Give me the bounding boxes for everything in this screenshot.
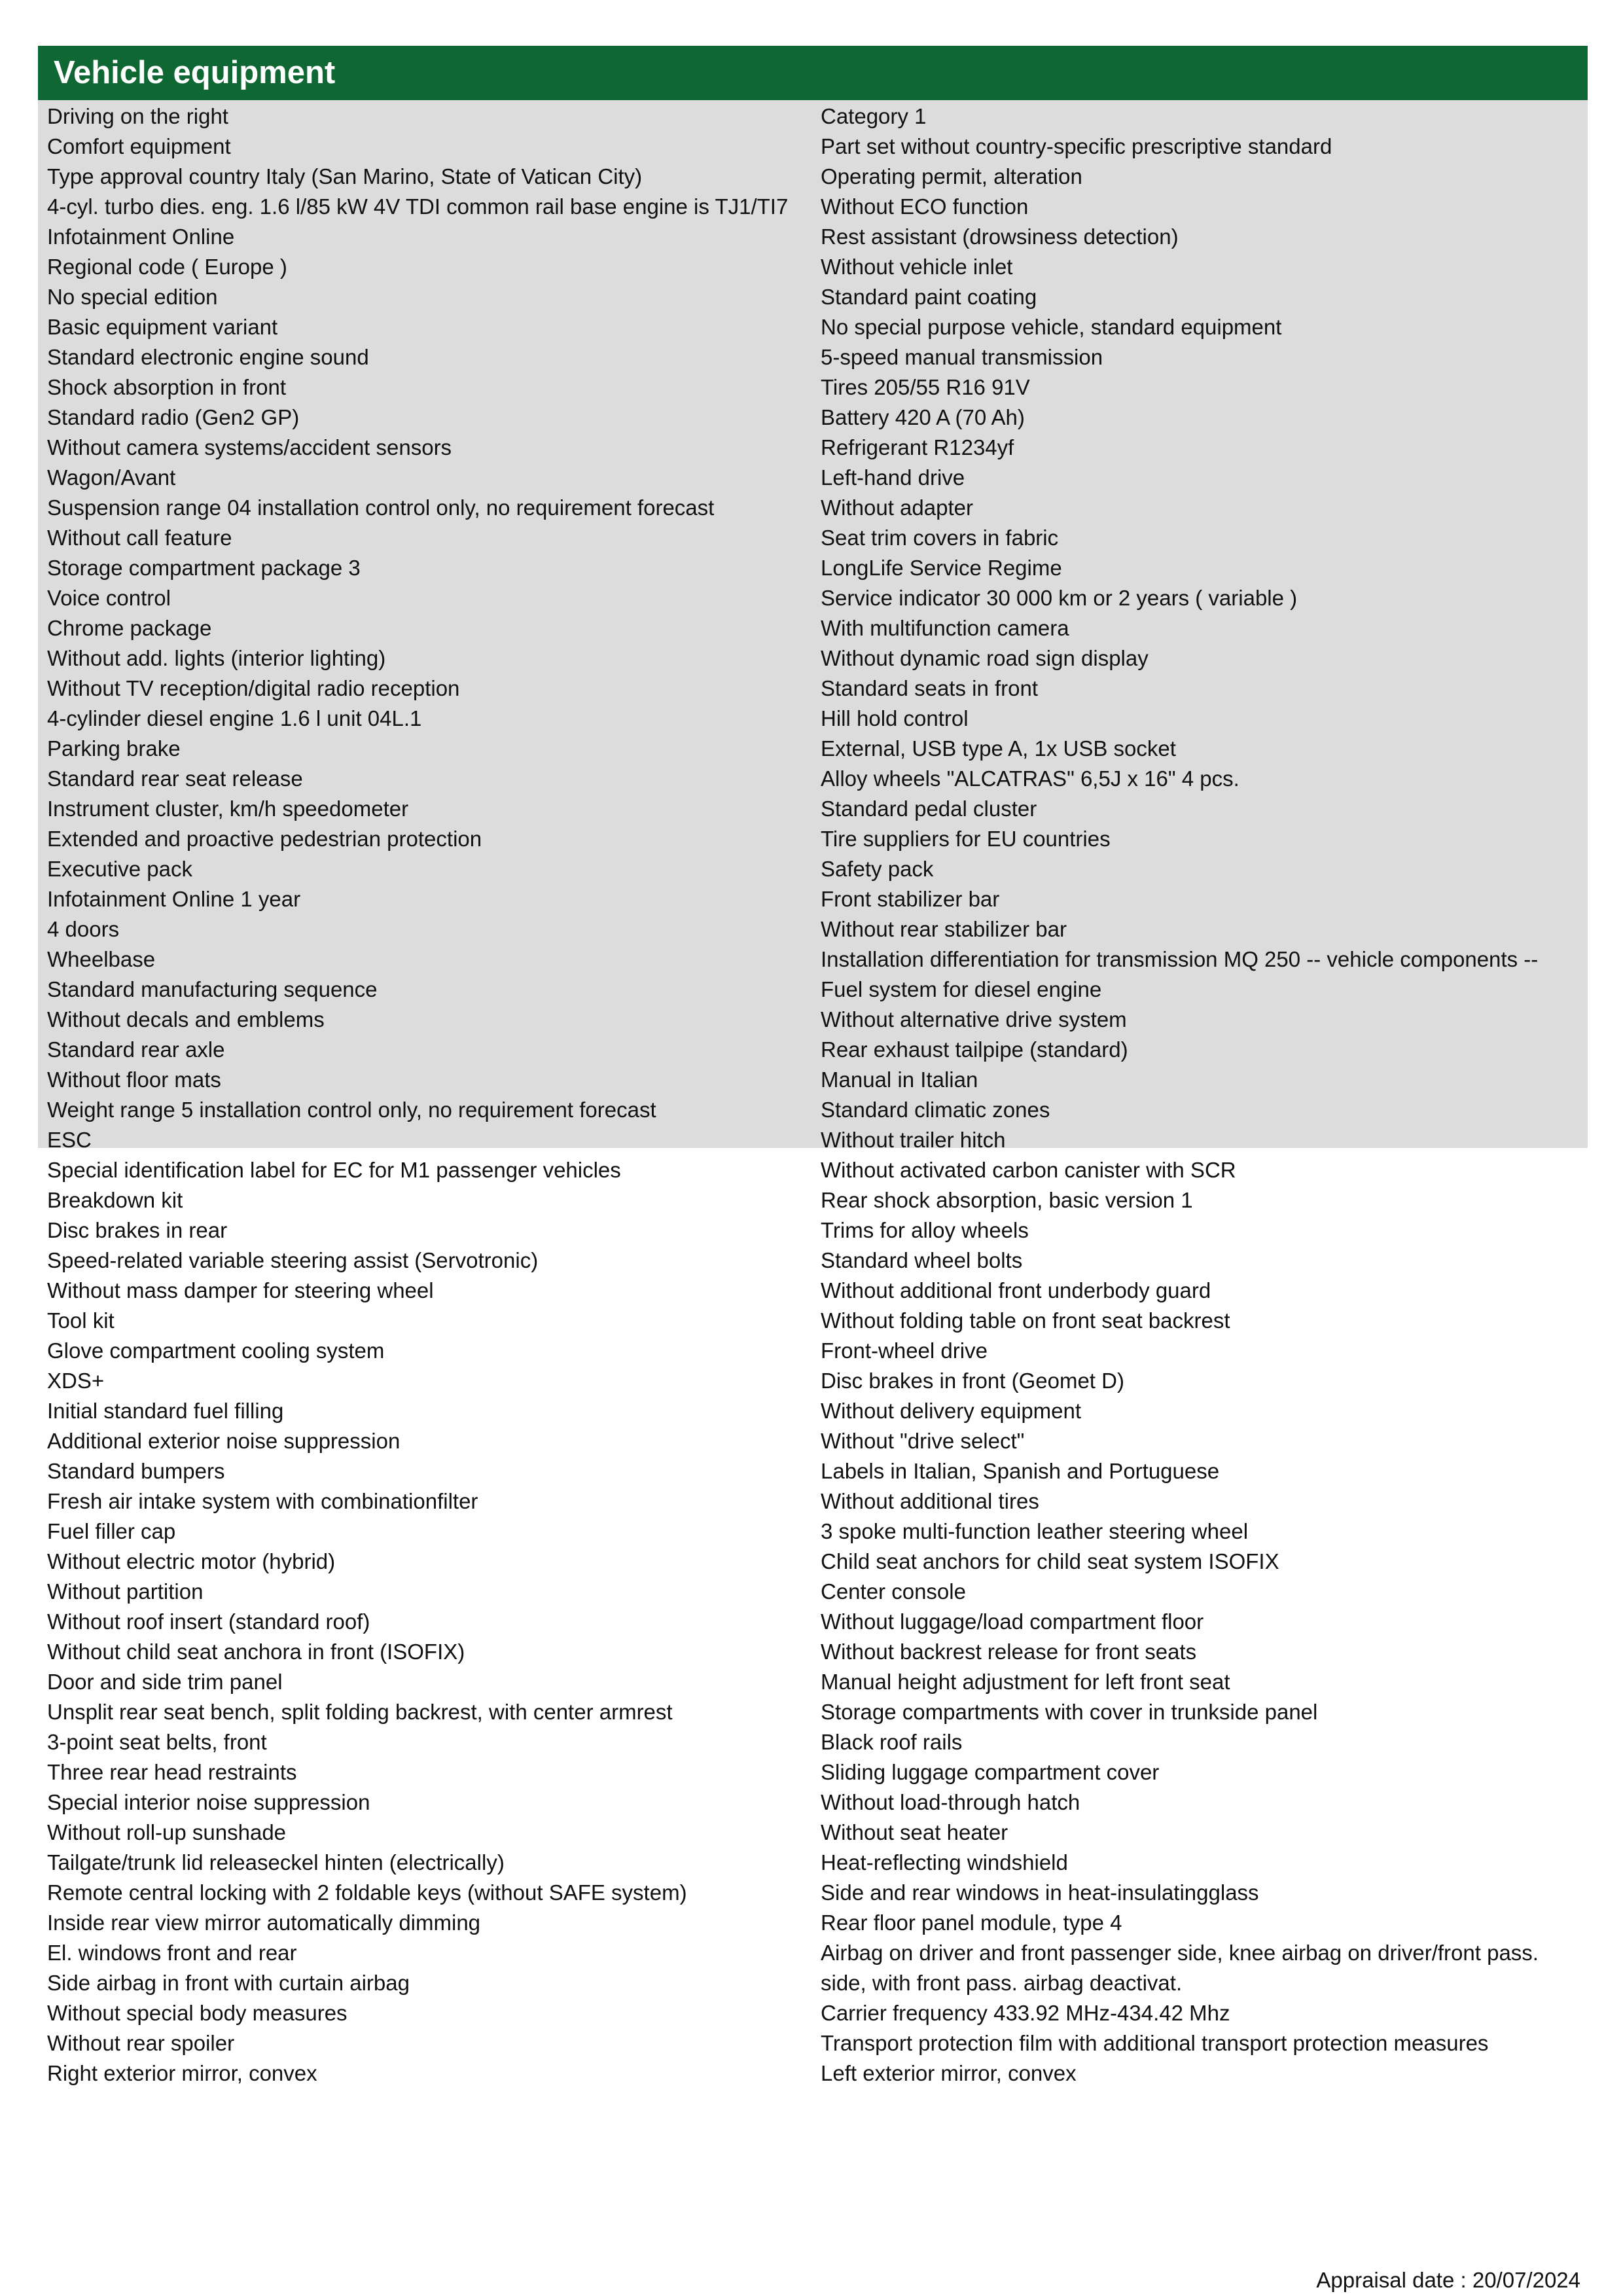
equipment-list-right (821, 101, 1583, 2089)
equipment-item-right: Left exterior mirror, convex (821, 2061, 1077, 2085)
equipment-item-right: Without ECO function (821, 194, 1029, 219)
equipment-item-right: Service indicator 30 000 km or 2 years ( variable ) (821, 586, 1298, 610)
equipment-item-right: Without rear stabilizer bar (821, 917, 1067, 941)
equipment-item-right: Rear floor panel module, type 4 (821, 1910, 1122, 1935)
equipment-item-left: Extended and proactive pedestrian protection (47, 827, 482, 851)
equipment-item-left: Without roof insert (standard roof) (47, 1609, 370, 1634)
equipment-item-left: 4-cyl. turbo dies. eng. 1.6 l/85 kW 4V TDI common rail base engine is TJ1/TI7 (47, 194, 789, 219)
equipment-item-left: Standard manufacturing sequence (47, 977, 378, 1001)
appraisal-date: Appraisal date : 20/07/2024 (1316, 2268, 1580, 2292)
equipment-item-left: Basic equipment variant (47, 315, 278, 339)
equipment-item-left: Fuel filler cap (47, 1519, 176, 1543)
equipment-item-right: Without folding table on front seat backrest (821, 1308, 1230, 1333)
equipment-item-right: Standard climatic zones (821, 1098, 1050, 1122)
equipment-item-right: Child seat anchors for child seat system ISOFIX (821, 1549, 1279, 1573)
equipment-item-left: Without floor mats (47, 1067, 221, 1092)
equipment-item-left: Without child seat anchora in front (ISOFIX) (47, 1640, 465, 1664)
equipment-item-left: Executive pack (47, 857, 192, 881)
equipment-item-left: Without special body measures (47, 2001, 348, 2025)
equipment-item-left: Wagon/Avant (47, 465, 176, 490)
equipment-item-left: Additional exterior noise suppression (47, 1429, 401, 1453)
equipment-item-left: No special edition (47, 285, 218, 309)
equipment-item-right: Without vehicle inlet (821, 255, 1013, 279)
equipment-item-right: Storage compartments with cover in trunkside panel (821, 1700, 1318, 1724)
equipment-item-right: Without seat heater (821, 1820, 1008, 1844)
equipment-item-left: Speed-related variable steering assist (Servotronic) (47, 1248, 539, 1272)
equipment-item-left: XDS+ (47, 1369, 105, 1393)
equipment-item-left: Standard bumpers (47, 1459, 225, 1483)
equipment-item-right: External, USB type A, 1x USB socket (821, 736, 1176, 761)
equipment-item-left: Infotainment Online 1 year (47, 887, 301, 911)
equipment-item-right: Rear shock absorption, basic version 1 (821, 1188, 1193, 1212)
equipment-item-left: Instrument cluster, km/h speedometer (47, 797, 409, 821)
equipment-item-right: Front stabilizer bar (821, 887, 1000, 911)
equipment-item-left: Parking brake (47, 736, 181, 761)
equipment-item-left: Without partition (47, 1579, 204, 1604)
equipment-item-right: LongLife Service Regime (821, 556, 1062, 580)
equipment-item-left: Without electric motor (hybrid) (47, 1549, 336, 1573)
equipment-item-left: Special identification label for EC for M1 passenger vehicles (47, 1158, 621, 1182)
equipment-item-left: Chrome package (47, 616, 212, 640)
equipment-item-right: 5-speed manual transmission (821, 345, 1103, 369)
equipment-item-left: Standard radio (Gen2 GP) (47, 405, 300, 429)
equipment-item-right: Heat-reflecting windshield (821, 1850, 1068, 1874)
equipment-item-right: Without additional tires (821, 1489, 1039, 1513)
equipment-item-right: Black roof rails (821, 1730, 963, 1754)
equipment-item-right: Front-wheel drive (821, 1338, 988, 1363)
equipment-item-left: Fresh air intake system with combinationfilter (47, 1489, 478, 1513)
equipment-item-right: Without dynamic road sign display (821, 646, 1149, 670)
equipment-item-left: Storage compartment package 3 (47, 556, 361, 580)
equipment-item-right: Battery 420 A (70 Ah) (821, 405, 1025, 429)
equipment-item-right: Without activated carbon canister with SCR (821, 1158, 1236, 1182)
equipment-item-right: Installation differentiation for transmission MQ 250 -- vehicle components -- (821, 947, 1539, 971)
equipment-item-left: Three rear head restraints (47, 1760, 297, 1784)
equipment-item-right: Side and rear windows in heat-insulatingglass (821, 1880, 1259, 1905)
equipment-item-right: Without alternative drive system (821, 1007, 1127, 1031)
equipment-item-left: Infotainment Online (47, 224, 235, 249)
vehicle-equipment-section (38, 46, 1588, 2085)
equipment-item-right: Without adapter (821, 495, 973, 520)
equipment-item-right: No special purpose vehicle, standard equipment (821, 315, 1282, 339)
equipment-item-left: 3-point seat belts, front (47, 1730, 267, 1754)
equipment-item-right: Fuel system for diesel engine (821, 977, 1102, 1001)
equipment-item-right: Labels in Italian, Spanish and Portuguese (821, 1459, 1220, 1483)
equipment-item-right: Transport protection film with additional transport protection measures (821, 2031, 1489, 2055)
equipment-item-left: Unsplit rear seat bench, split folding backrest, with center armrest (47, 1700, 673, 1724)
equipment-item-right: Standard seats in front (821, 676, 1039, 700)
equipment-item-right: Refrigerant R1234yf (821, 435, 1014, 459)
equipment-item-left: 4-cylinder diesel engine 1.6 l unit 04L.1 (47, 706, 422, 730)
equipment-item-right: Tire suppliers for EU countries (821, 827, 1111, 851)
equipment-item-right: Hill hold control (821, 706, 969, 730)
equipment-item-left: Type approval country Italy (San Marino, State of Vatican City) (47, 164, 643, 188)
equipment-item-right: With multifunction camera (821, 616, 1069, 640)
equipment-item-right: Seat trim covers in fabric (821, 526, 1059, 550)
equipment-item-right: Airbag on driver and front passenger side, knee airbag on driver/front pass. side, with front pass. airbag deactivat. (821, 1941, 1539, 1995)
equipment-item-right: Without load-through hatch (821, 1790, 1080, 1814)
equipment-item-left: Suspension range 04 installation control only, no requirement forecast (47, 495, 715, 520)
equipment-item-left: Standard electronic engine sound (47, 345, 369, 369)
equipment-item-right: Alloy wheels "ALCATRAS" 6,5J x 16" 4 pcs. (821, 766, 1240, 791)
equipment-item-left: Door and side trim panel (47, 1670, 283, 1694)
equipment-list-left (47, 101, 813, 2089)
equipment-item-right: Left-hand drive (821, 465, 965, 490)
equipment-item-left: Comfort equipment (47, 134, 231, 158)
equipment-item-left: Without decals and emblems (47, 1007, 325, 1031)
equipment-item-right: Standard pedal cluster (821, 797, 1037, 821)
equipment-item-left: Without mass damper for steering wheel (47, 1278, 434, 1302)
equipment-item-right: Operating permit, alteration (821, 164, 1082, 188)
equipment-item-right: Sliding luggage compartment cover (821, 1760, 1160, 1784)
equipment-item-left: Without roll-up sunshade (47, 1820, 287, 1844)
equipment-item-left: Weight range 5 installation control only, no requirement forecast (47, 1098, 656, 1122)
equipment-item-right: Without trailer hitch (821, 1128, 1006, 1152)
equipment-item-left: Wheelbase (47, 947, 156, 971)
equipment-item-right: Without delivery equipment (821, 1399, 1082, 1423)
equipment-item-left: Without call feature (47, 526, 232, 550)
equipment-item-left: Right exterior mirror, convex (47, 2061, 317, 2085)
equipment-item-right: Carrier frequency 433.92 MHz-434.42 Mhz (821, 2001, 1230, 2025)
equipment-item-left: Without camera systems/accident sensors (47, 435, 452, 459)
equipment-item-right: Without "drive select" (821, 1429, 1025, 1453)
equipment-item-right: Manual height adjustment for left front seat (821, 1670, 1230, 1694)
equipment-item-right: Category 1 (821, 104, 927, 128)
equipment-item-right: Center console (821, 1579, 966, 1604)
equipment-item-left: Special interior noise suppression (47, 1790, 370, 1814)
equipment-item-right: 3 spoke multi-function leather steering wheel (821, 1519, 1249, 1543)
equipment-item-left: Side airbag in front with curtain airbag (47, 1971, 410, 1995)
equipment-item-left: Inside rear view mirror automatically dimming (47, 1910, 481, 1935)
equipment-item-left: El. windows front and rear (47, 1941, 297, 1965)
equipment-item-right: Rest assistant (drowsiness detection) (821, 224, 1179, 249)
equipment-item-right: Without backrest release for front seats (821, 1640, 1197, 1664)
equipment-item-left: ESC (47, 1128, 92, 1152)
equipment-item-right: Safety pack (821, 857, 934, 881)
equipment-item-right: Standard wheel bolts (821, 1248, 1023, 1272)
equipment-item-left: Standard rear axle (47, 1037, 225, 1062)
equipment-item-right: Trims for alloy wheels (821, 1218, 1029, 1242)
equipment-item-left: Tailgate/trunk lid releaseckel hinten (electrically) (47, 1850, 505, 1874)
equipment-item-right: Standard paint coating (821, 285, 1037, 309)
equipment-item-right: Manual in Italian (821, 1067, 978, 1092)
equipment-list-body (38, 100, 1588, 2085)
equipment-item-left: Without rear spoiler (47, 2031, 235, 2055)
equipment-item-right: Without additional front underbody guard (821, 1278, 1211, 1302)
equipment-item-left: Standard rear seat release (47, 766, 303, 791)
equipment-item-right: Rear exhaust tailpipe (standard) (821, 1037, 1128, 1062)
equipment-item-left: Without TV reception/digital radio reception (47, 676, 460, 700)
equipment-item-left: Remote central locking with 2 foldable keys (without SAFE system) (47, 1880, 687, 1905)
equipment-item-left: Voice control (47, 586, 171, 610)
equipment-item-left: Glove compartment cooling system (47, 1338, 385, 1363)
equipment-item-right: Without luggage/load compartment floor (821, 1609, 1204, 1634)
equipment-item-left: 4 doors (47, 917, 120, 941)
equipment-item-left: Initial standard fuel filling (47, 1399, 284, 1423)
equipment-item-right: Disc brakes in front (Geomet D) (821, 1369, 1124, 1393)
equipment-item-left: Tool kit (47, 1308, 115, 1333)
equipment-item-left: Disc brakes in rear (47, 1218, 228, 1242)
equipment-item-right: Part set without country-specific prescriptive standard (821, 134, 1332, 158)
equipment-item-right: Tires 205/55 R16 91V (821, 375, 1030, 399)
equipment-item-left: Shock absorption in front (47, 375, 287, 399)
equipment-item-left: Without add. lights (interior lighting) (47, 646, 386, 670)
equipment-item-left: Driving on the right (47, 104, 228, 128)
section-title: Vehicle equipment (38, 46, 1588, 100)
equipment-item-left: Breakdown kit (47, 1188, 183, 1212)
equipment-item-left: Regional code ( Europe ) (47, 255, 287, 279)
